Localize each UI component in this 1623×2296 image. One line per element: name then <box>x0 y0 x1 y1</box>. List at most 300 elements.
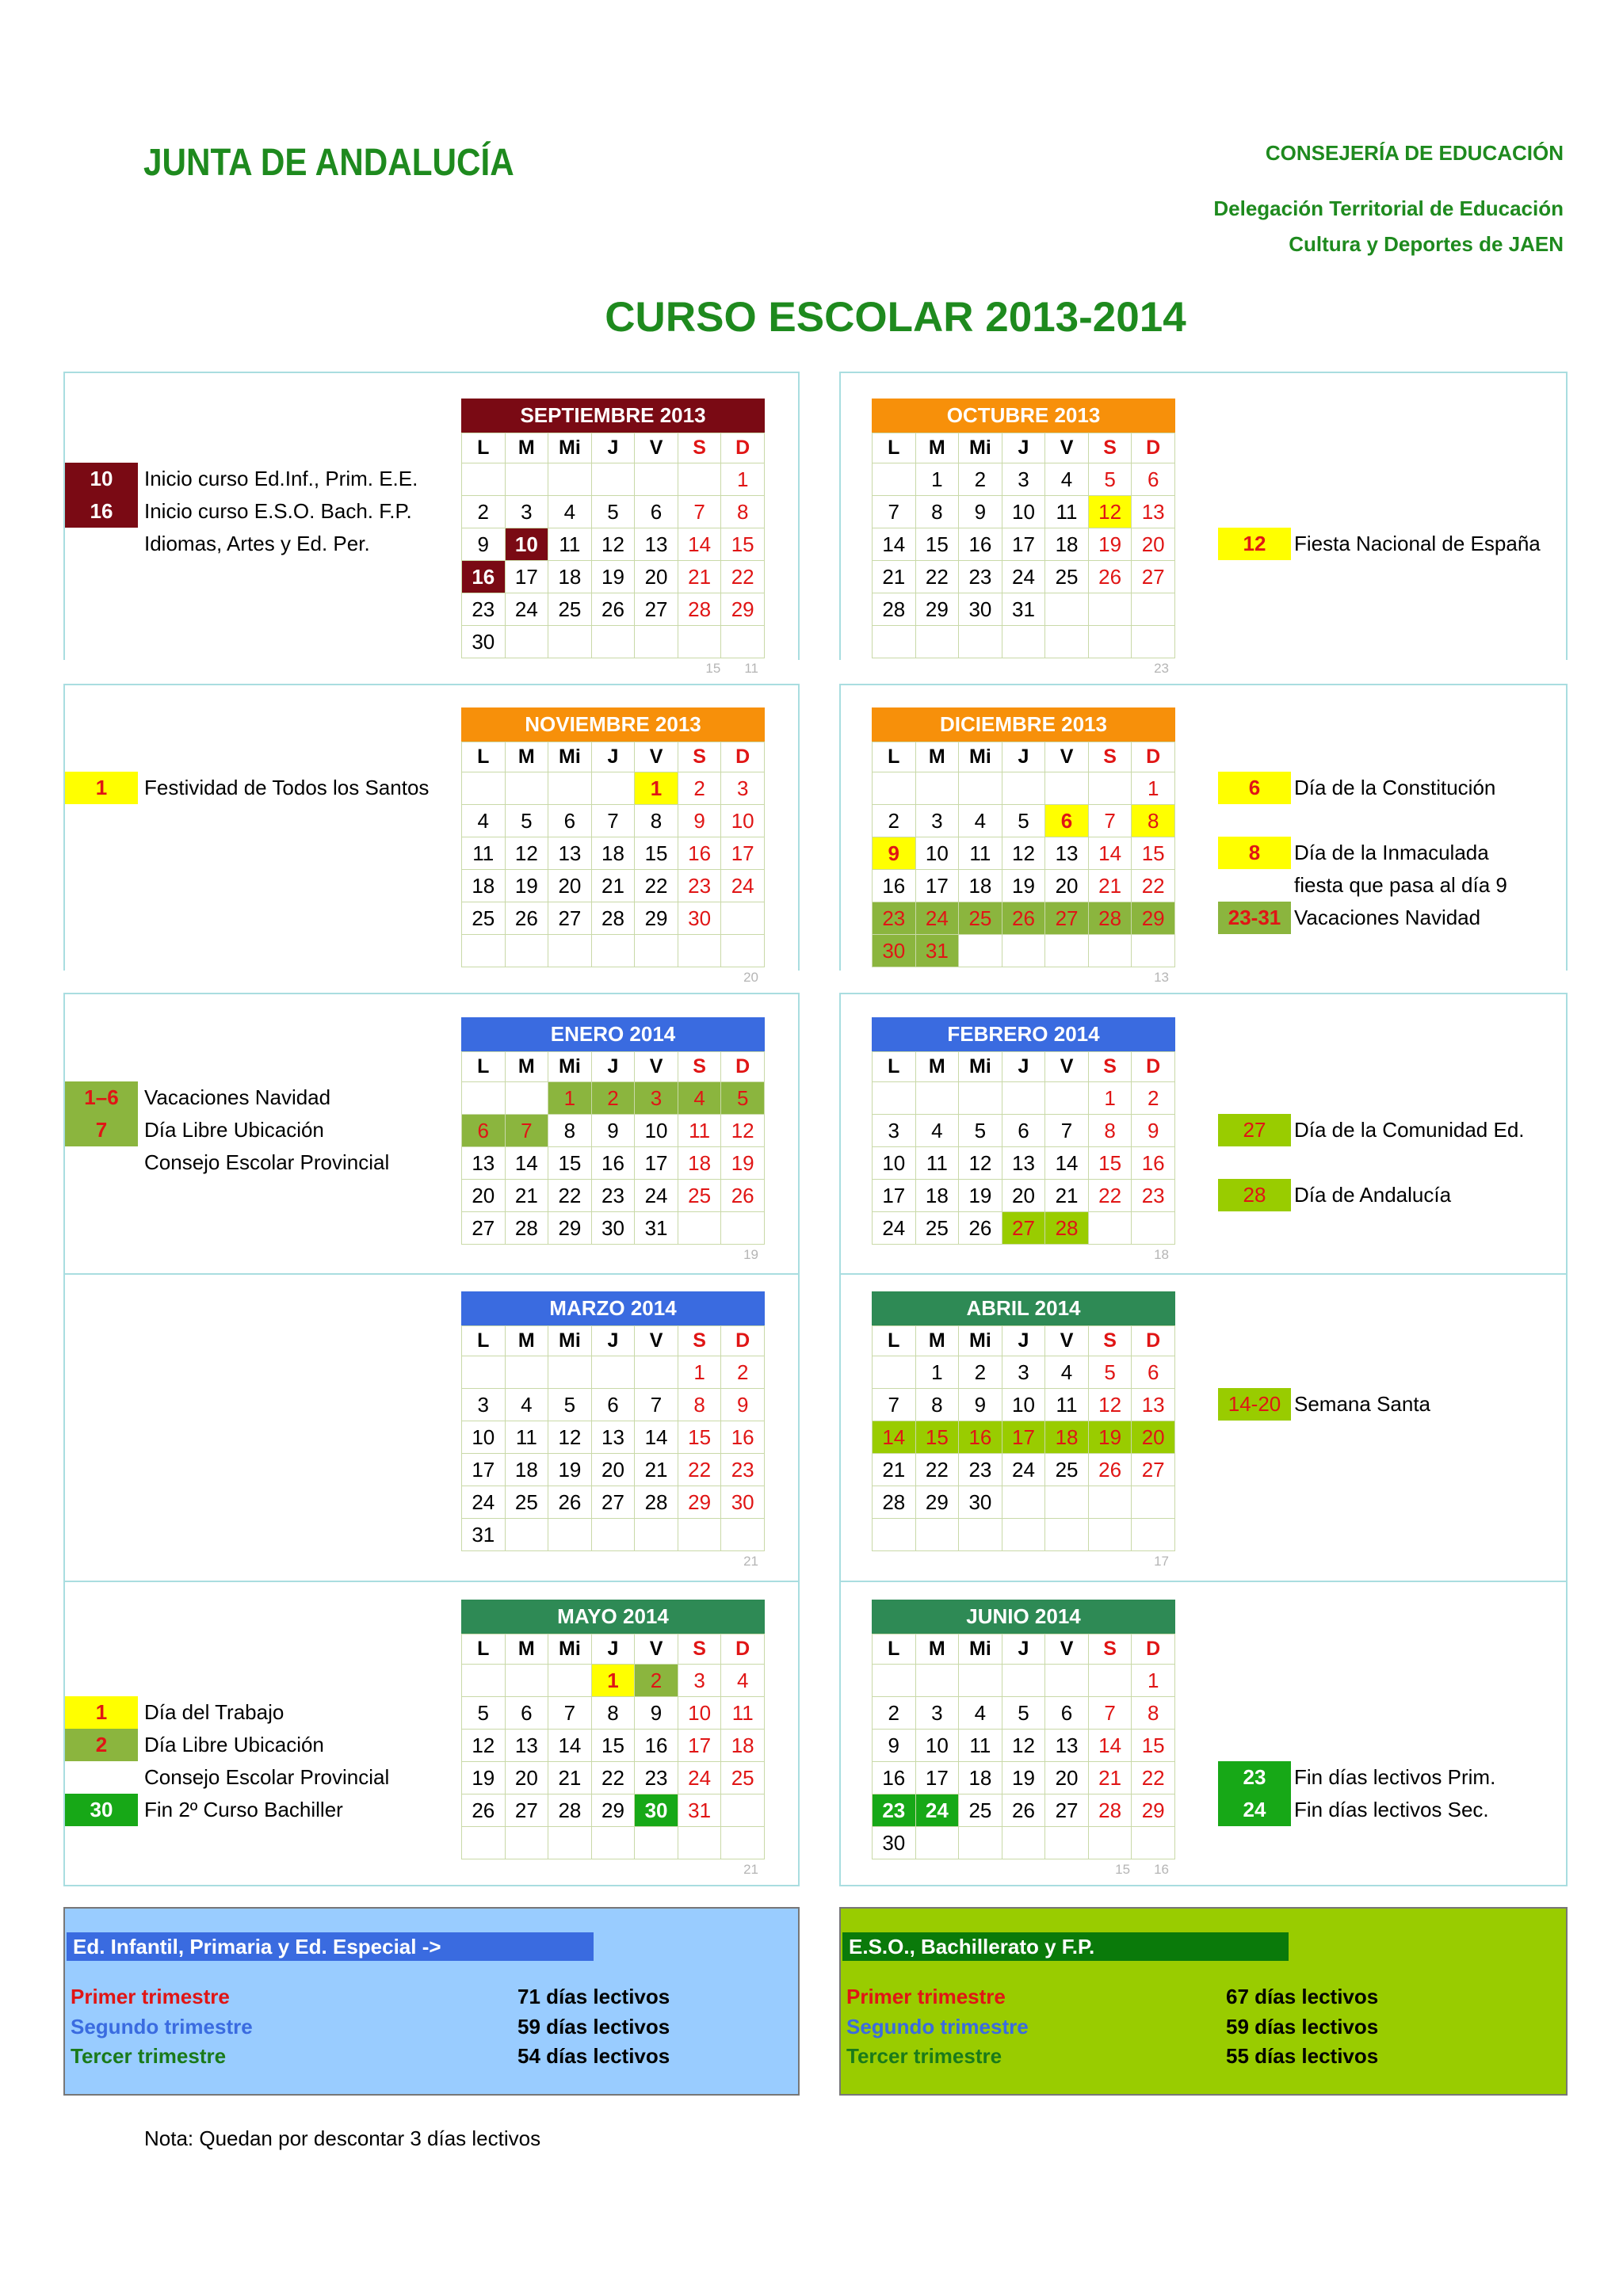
day-cell: 18 <box>721 1730 765 1762</box>
calendar-april <box>872 1291 1175 1569</box>
day-cell: 25 <box>721 1762 765 1794</box>
day-cell: 28 <box>548 1794 592 1827</box>
event-badge: 23-31 <box>1218 902 1291 934</box>
day-cell: 26 <box>959 1212 1002 1245</box>
month-title: NOVIEMBRE 2013 <box>461 707 765 742</box>
day-cell: 22 <box>1088 1180 1132 1212</box>
summary-row-label: Primer trimestre <box>71 1985 230 2008</box>
event-label: Inicio curso E.S.O. Bach. F.P. <box>144 499 412 523</box>
event-label: Consejo Escolar Provincial <box>144 1150 390 1174</box>
day-cell: 14 <box>873 528 916 561</box>
day-cell: 20 <box>1132 528 1175 561</box>
day-cell <box>591 1519 635 1551</box>
footer-count: 17 <box>1154 1554 1169 1569</box>
weekday-header: V <box>635 1326 678 1356</box>
day-cell: 5 <box>1002 805 1045 837</box>
day-cell: 24 <box>1002 561 1045 593</box>
day-cell: 19 <box>591 561 635 593</box>
day-cell: 5 <box>721 1082 765 1115</box>
weekday-header: M <box>505 1052 548 1082</box>
month-footer-counts <box>1130 970 1169 986</box>
day-cell: 20 <box>505 1762 548 1794</box>
day-cell: 21 <box>1088 870 1132 902</box>
day-cell: 6 <box>1002 1115 1045 1147</box>
day-cell: 10 <box>1002 1389 1045 1421</box>
day-cell <box>462 935 506 967</box>
day-cell: 16 <box>959 528 1002 561</box>
weekday-header: J <box>591 1052 635 1082</box>
day-cell: 30 <box>591 1212 635 1245</box>
weekday-header: V <box>635 742 678 772</box>
day-cell: 4 <box>462 805 506 837</box>
day-cell <box>548 626 592 658</box>
weekday-header: J <box>1002 1326 1045 1356</box>
weekday-header: Mi <box>959 1634 1002 1665</box>
day-cell: 16 <box>873 870 916 902</box>
day-cell: 31 <box>1002 593 1045 626</box>
day-cell <box>915 1519 959 1551</box>
day-cell <box>721 935 765 967</box>
day-cell: 16 <box>462 561 506 593</box>
day-cell: 6 <box>462 1115 506 1147</box>
weekday-header: M <box>505 742 548 772</box>
day-cell <box>505 1356 548 1389</box>
weekday-header: L <box>462 1634 506 1665</box>
day-cell: 2 <box>462 496 506 528</box>
day-cell: 30 <box>959 1486 1002 1519</box>
day-cell: 2 <box>678 772 721 805</box>
day-cell: 10 <box>721 805 765 837</box>
day-cell: 23 <box>873 902 916 935</box>
day-cell <box>1002 935 1045 967</box>
day-cell: 15 <box>721 528 765 561</box>
day-cell: 15 <box>635 837 678 870</box>
weekday-header: D <box>721 1052 765 1082</box>
day-cell: 16 <box>678 837 721 870</box>
day-cell: 22 <box>591 1762 635 1794</box>
day-cell: 11 <box>1045 1389 1089 1421</box>
day-cell: 5 <box>1088 463 1132 496</box>
day-cell: 11 <box>678 1115 721 1147</box>
day-cell <box>548 463 592 496</box>
day-cell <box>1088 772 1132 805</box>
event-label: Fin días lectivos Sec. <box>1294 1798 1489 1821</box>
day-cell <box>462 1827 506 1859</box>
day-cell <box>959 626 1002 658</box>
day-cell: 6 <box>635 496 678 528</box>
day-cell <box>1088 1827 1132 1859</box>
day-cell: 14 <box>1045 1147 1089 1180</box>
event-label: Consejo Escolar Provincial <box>144 1765 390 1789</box>
month-grid <box>872 1325 1175 1551</box>
weekday-header: D <box>721 433 765 463</box>
day-cell: 5 <box>1088 1356 1132 1389</box>
day-cell: 17 <box>873 1180 916 1212</box>
day-cell: 29 <box>635 902 678 935</box>
day-cell <box>505 935 548 967</box>
month-grid <box>872 433 1175 658</box>
day-cell: 26 <box>1088 1454 1132 1486</box>
day-cell: 9 <box>462 528 506 561</box>
day-cell: 31 <box>678 1794 721 1827</box>
footer-count: 23 <box>1154 661 1169 676</box>
footnote: Nota: Quedan por descontar 3 días lectivos <box>144 2126 541 2150</box>
day-cell: 29 <box>1132 1794 1175 1827</box>
day-cell: 23 <box>721 1454 765 1486</box>
day-cell: 12 <box>1088 496 1132 528</box>
day-cell <box>505 772 548 805</box>
day-cell <box>1045 1665 1089 1697</box>
day-cell <box>1132 935 1175 967</box>
day-cell <box>635 463 678 496</box>
day-cell: 24 <box>721 870 765 902</box>
day-cell: 29 <box>915 593 959 626</box>
day-cell: 12 <box>1002 1730 1045 1762</box>
month-footer-counts <box>682 661 758 677</box>
day-cell <box>873 772 916 805</box>
day-cell: 7 <box>635 1389 678 1421</box>
day-cell <box>1045 593 1089 626</box>
day-cell: 20 <box>1002 1180 1045 1212</box>
day-cell <box>1088 626 1132 658</box>
weekday-header: S <box>1088 1634 1132 1665</box>
day-cell: 11 <box>959 1730 1002 1762</box>
day-cell: 13 <box>635 528 678 561</box>
day-cell <box>505 1827 548 1859</box>
day-cell <box>505 463 548 496</box>
day-cell: 24 <box>635 1180 678 1212</box>
day-cell: 18 <box>462 870 506 902</box>
day-cell: 21 <box>678 561 721 593</box>
day-cell <box>915 772 959 805</box>
day-cell: 1 <box>915 463 959 496</box>
calendar-may <box>461 1600 765 1877</box>
weekday-header: D <box>1132 742 1175 772</box>
day-cell: 13 <box>1002 1147 1045 1180</box>
day-cell: 21 <box>873 1454 916 1486</box>
summary-secundaria-heading: E.S.O., Bachillerato y F.P. <box>842 1932 1289 1961</box>
day-cell: 9 <box>591 1115 635 1147</box>
day-cell: 11 <box>721 1697 765 1730</box>
day-cell: 26 <box>721 1180 765 1212</box>
day-cell: 29 <box>1132 902 1175 935</box>
day-cell <box>591 463 635 496</box>
day-cell <box>1088 1665 1132 1697</box>
day-cell: 20 <box>548 870 592 902</box>
day-cell <box>721 1519 765 1551</box>
weekday-header: S <box>678 742 721 772</box>
month-grid <box>461 1051 765 1245</box>
day-cell: 26 <box>1002 902 1045 935</box>
day-cell: 26 <box>1002 1794 1045 1827</box>
day-cell: 2 <box>959 1356 1002 1389</box>
day-cell: 8 <box>548 1115 592 1147</box>
day-cell: 4 <box>959 1697 1002 1730</box>
day-cell: 15 <box>915 528 959 561</box>
day-cell: 6 <box>1045 1697 1089 1730</box>
day-cell: 12 <box>548 1421 592 1454</box>
day-cell: 18 <box>1045 1421 1089 1454</box>
day-cell: 23 <box>462 593 506 626</box>
day-cell: 13 <box>462 1147 506 1180</box>
day-cell <box>721 1212 765 1245</box>
day-cell: 4 <box>678 1082 721 1115</box>
day-cell <box>1002 1486 1045 1519</box>
day-cell <box>462 1082 506 1115</box>
day-cell <box>1002 772 1045 805</box>
day-cell: 12 <box>1088 1389 1132 1421</box>
day-cell <box>915 1082 959 1115</box>
day-cell: 3 <box>505 496 548 528</box>
weekday-header: D <box>1132 1052 1175 1082</box>
day-cell: 17 <box>462 1454 506 1486</box>
day-cell: 28 <box>1045 1212 1089 1245</box>
event-label: Día de la Inmaculada <box>1294 841 1489 864</box>
day-cell: 24 <box>915 902 959 935</box>
day-cell: 16 <box>1132 1147 1175 1180</box>
day-cell <box>1002 626 1045 658</box>
weekday-header: D <box>721 1326 765 1356</box>
day-cell: 9 <box>721 1389 765 1421</box>
day-cell <box>1088 1212 1132 1245</box>
day-cell: 22 <box>635 870 678 902</box>
month-title: SEPTIEMBRE 2013 <box>461 399 765 433</box>
weekday-header: S <box>1088 1052 1132 1082</box>
day-cell <box>462 1356 506 1389</box>
day-cell: 16 <box>721 1421 765 1454</box>
weekday-header: Mi <box>959 433 1002 463</box>
summary-row-days: 55 días lectivos <box>1226 2044 1379 2068</box>
calendar-october <box>872 399 1175 676</box>
day-cell: 11 <box>959 837 1002 870</box>
day-cell: 1 <box>548 1082 592 1115</box>
day-cell: 12 <box>505 837 548 870</box>
day-cell <box>678 463 721 496</box>
day-cell: 8 <box>591 1697 635 1730</box>
day-cell: 29 <box>591 1794 635 1827</box>
weekday-header: M <box>505 1634 548 1665</box>
footer-count: 15 <box>1115 1862 1131 1877</box>
weekday-header: D <box>721 1634 765 1665</box>
day-cell: 19 <box>959 1180 1002 1212</box>
weekday-header: V <box>1045 742 1089 772</box>
day-cell: 13 <box>505 1730 548 1762</box>
weekday-header: Mi <box>548 433 592 463</box>
day-cell: 28 <box>1088 1794 1132 1827</box>
day-cell: 1 <box>1132 772 1175 805</box>
day-cell: 19 <box>1002 870 1045 902</box>
day-cell: 8 <box>915 1389 959 1421</box>
day-cell: 6 <box>548 805 592 837</box>
weekday-header: J <box>591 1634 635 1665</box>
day-cell: 19 <box>548 1454 592 1486</box>
day-cell: 4 <box>915 1115 959 1147</box>
day-cell: 1 <box>1088 1082 1132 1115</box>
day-cell: 19 <box>462 1762 506 1794</box>
day-cell <box>959 772 1002 805</box>
day-cell: 14 <box>1088 1730 1132 1762</box>
weekday-header: D <box>1132 1326 1175 1356</box>
event-badge: 24 <box>1218 1794 1291 1826</box>
event-badge: 16 <box>65 495 138 528</box>
day-cell: 17 <box>915 1762 959 1794</box>
day-cell: 22 <box>721 561 765 593</box>
month-title: ENERO 2014 <box>461 1017 765 1051</box>
day-cell: 8 <box>1132 805 1175 837</box>
month-grid <box>461 742 765 967</box>
day-cell <box>1045 1486 1089 1519</box>
day-cell: 23 <box>873 1794 916 1827</box>
weekday-header: V <box>1045 433 1089 463</box>
day-cell: 21 <box>635 1454 678 1486</box>
weekday-header: L <box>462 1052 506 1082</box>
weekday-header: Mi <box>548 1326 592 1356</box>
day-cell: 15 <box>678 1421 721 1454</box>
day-cell: 11 <box>505 1421 548 1454</box>
day-cell: 23 <box>959 1454 1002 1486</box>
day-cell: 4 <box>1045 463 1089 496</box>
day-cell: 2 <box>959 463 1002 496</box>
weekday-header: S <box>678 1052 721 1082</box>
weekday-header: J <box>1002 1052 1045 1082</box>
day-cell: 13 <box>548 837 592 870</box>
summary-row-days: 54 días lectivos <box>517 2044 670 2068</box>
day-cell <box>1088 593 1132 626</box>
day-cell: 4 <box>1045 1356 1089 1389</box>
event-label: Vacaciones Navidad <box>144 1085 331 1109</box>
day-cell <box>1002 1519 1045 1551</box>
day-cell <box>1002 1082 1045 1115</box>
day-cell: 11 <box>915 1147 959 1180</box>
day-cell: 13 <box>1132 496 1175 528</box>
weekday-header: M <box>915 742 959 772</box>
weekday-header: L <box>873 742 916 772</box>
day-cell <box>1088 935 1132 967</box>
event-badge: 2 <box>65 1729 138 1761</box>
day-cell <box>1002 1665 1045 1697</box>
day-cell: 2 <box>721 1356 765 1389</box>
day-cell: 18 <box>959 870 1002 902</box>
month-grid <box>461 1325 765 1551</box>
day-cell: 2 <box>1132 1082 1175 1115</box>
event-badge: 1 <box>65 1696 138 1729</box>
day-cell: 5 <box>959 1115 1002 1147</box>
day-cell: 22 <box>915 1454 959 1486</box>
day-cell: 15 <box>1132 1730 1175 1762</box>
day-cell: 6 <box>1132 1356 1175 1389</box>
footer-count: 19 <box>743 1247 758 1262</box>
day-cell: 25 <box>1045 1454 1089 1486</box>
day-cell: 12 <box>1002 837 1045 870</box>
day-cell: 3 <box>635 1082 678 1115</box>
event-label: Semana Santa <box>1294 1392 1431 1416</box>
day-cell: 26 <box>1088 561 1132 593</box>
summary-row-days: 71 días lectivos <box>517 1985 670 2008</box>
day-cell <box>678 626 721 658</box>
footer-count: 20 <box>743 970 758 985</box>
day-cell: 31 <box>462 1519 506 1551</box>
day-cell <box>1045 626 1089 658</box>
day-cell: 1 <box>915 1356 959 1389</box>
weekday-header: Mi <box>548 1634 592 1665</box>
month-title: DICIEMBRE 2013 <box>872 707 1175 742</box>
day-cell: 30 <box>873 935 916 967</box>
day-cell: 11 <box>1045 496 1089 528</box>
event-label: Inicio curso Ed.Inf., Prim. E.E. <box>144 467 418 490</box>
day-cell: 28 <box>505 1212 548 1245</box>
day-cell <box>505 1665 548 1697</box>
event-badge: 10 <box>65 463 138 495</box>
day-cell: 2 <box>591 1082 635 1115</box>
weekday-header: V <box>1045 1052 1089 1082</box>
day-cell <box>635 935 678 967</box>
day-cell: 28 <box>873 1486 916 1519</box>
day-cell <box>1045 935 1089 967</box>
day-cell: 18 <box>591 837 635 870</box>
day-cell: 16 <box>635 1730 678 1762</box>
day-cell: 4 <box>548 496 592 528</box>
day-cell: 4 <box>721 1665 765 1697</box>
day-cell: 11 <box>462 837 506 870</box>
day-cell <box>1088 1519 1132 1551</box>
weekday-header: V <box>635 1634 678 1665</box>
weekday-header: V <box>635 1052 678 1082</box>
day-cell: 3 <box>1002 463 1045 496</box>
day-cell: 25 <box>678 1180 721 1212</box>
day-cell <box>873 626 916 658</box>
event-label: Fin días lectivos Prim. <box>1294 1765 1496 1789</box>
day-cell: 13 <box>1132 1389 1175 1421</box>
day-cell: 7 <box>678 496 721 528</box>
weekday-header: J <box>1002 1634 1045 1665</box>
day-cell: 27 <box>1045 1794 1089 1827</box>
summary-row-label: Tercer trimestre <box>846 2044 1002 2068</box>
day-cell: 20 <box>1045 1762 1089 1794</box>
day-cell <box>959 1827 1002 1859</box>
day-cell <box>591 772 635 805</box>
calendar-september <box>461 399 765 676</box>
day-cell <box>721 626 765 658</box>
day-cell: 14 <box>873 1421 916 1454</box>
day-cell <box>959 1665 1002 1697</box>
day-cell: 29 <box>548 1212 592 1245</box>
day-cell: 2 <box>873 1697 916 1730</box>
month-footer-counts <box>1130 1247 1169 1263</box>
day-cell: 9 <box>1132 1115 1175 1147</box>
footer-count: 15 <box>705 661 721 676</box>
weekday-header: J <box>1002 742 1045 772</box>
summary-row-label: Tercer trimestre <box>71 2044 227 2068</box>
day-cell: 6 <box>1045 805 1089 837</box>
weekday-header: S <box>1088 1326 1132 1356</box>
day-cell: 27 <box>1132 561 1175 593</box>
day-cell: 10 <box>462 1421 506 1454</box>
footer-count: 11 <box>744 661 758 676</box>
event-badge: 6 <box>1218 772 1291 804</box>
weekday-header: J <box>591 1326 635 1356</box>
summary-row-days: 59 días lectivos <box>1226 2015 1379 2039</box>
day-cell: 19 <box>505 870 548 902</box>
weekday-header: S <box>1088 433 1132 463</box>
day-cell: 27 <box>462 1212 506 1245</box>
day-cell: 2 <box>873 805 916 837</box>
day-cell: 30 <box>635 1794 678 1827</box>
day-cell: 10 <box>873 1147 916 1180</box>
weekday-header: S <box>678 1326 721 1356</box>
day-cell: 3 <box>678 1665 721 1697</box>
day-cell: 18 <box>678 1147 721 1180</box>
event-label: Vacaciones Navidad <box>1294 906 1481 929</box>
